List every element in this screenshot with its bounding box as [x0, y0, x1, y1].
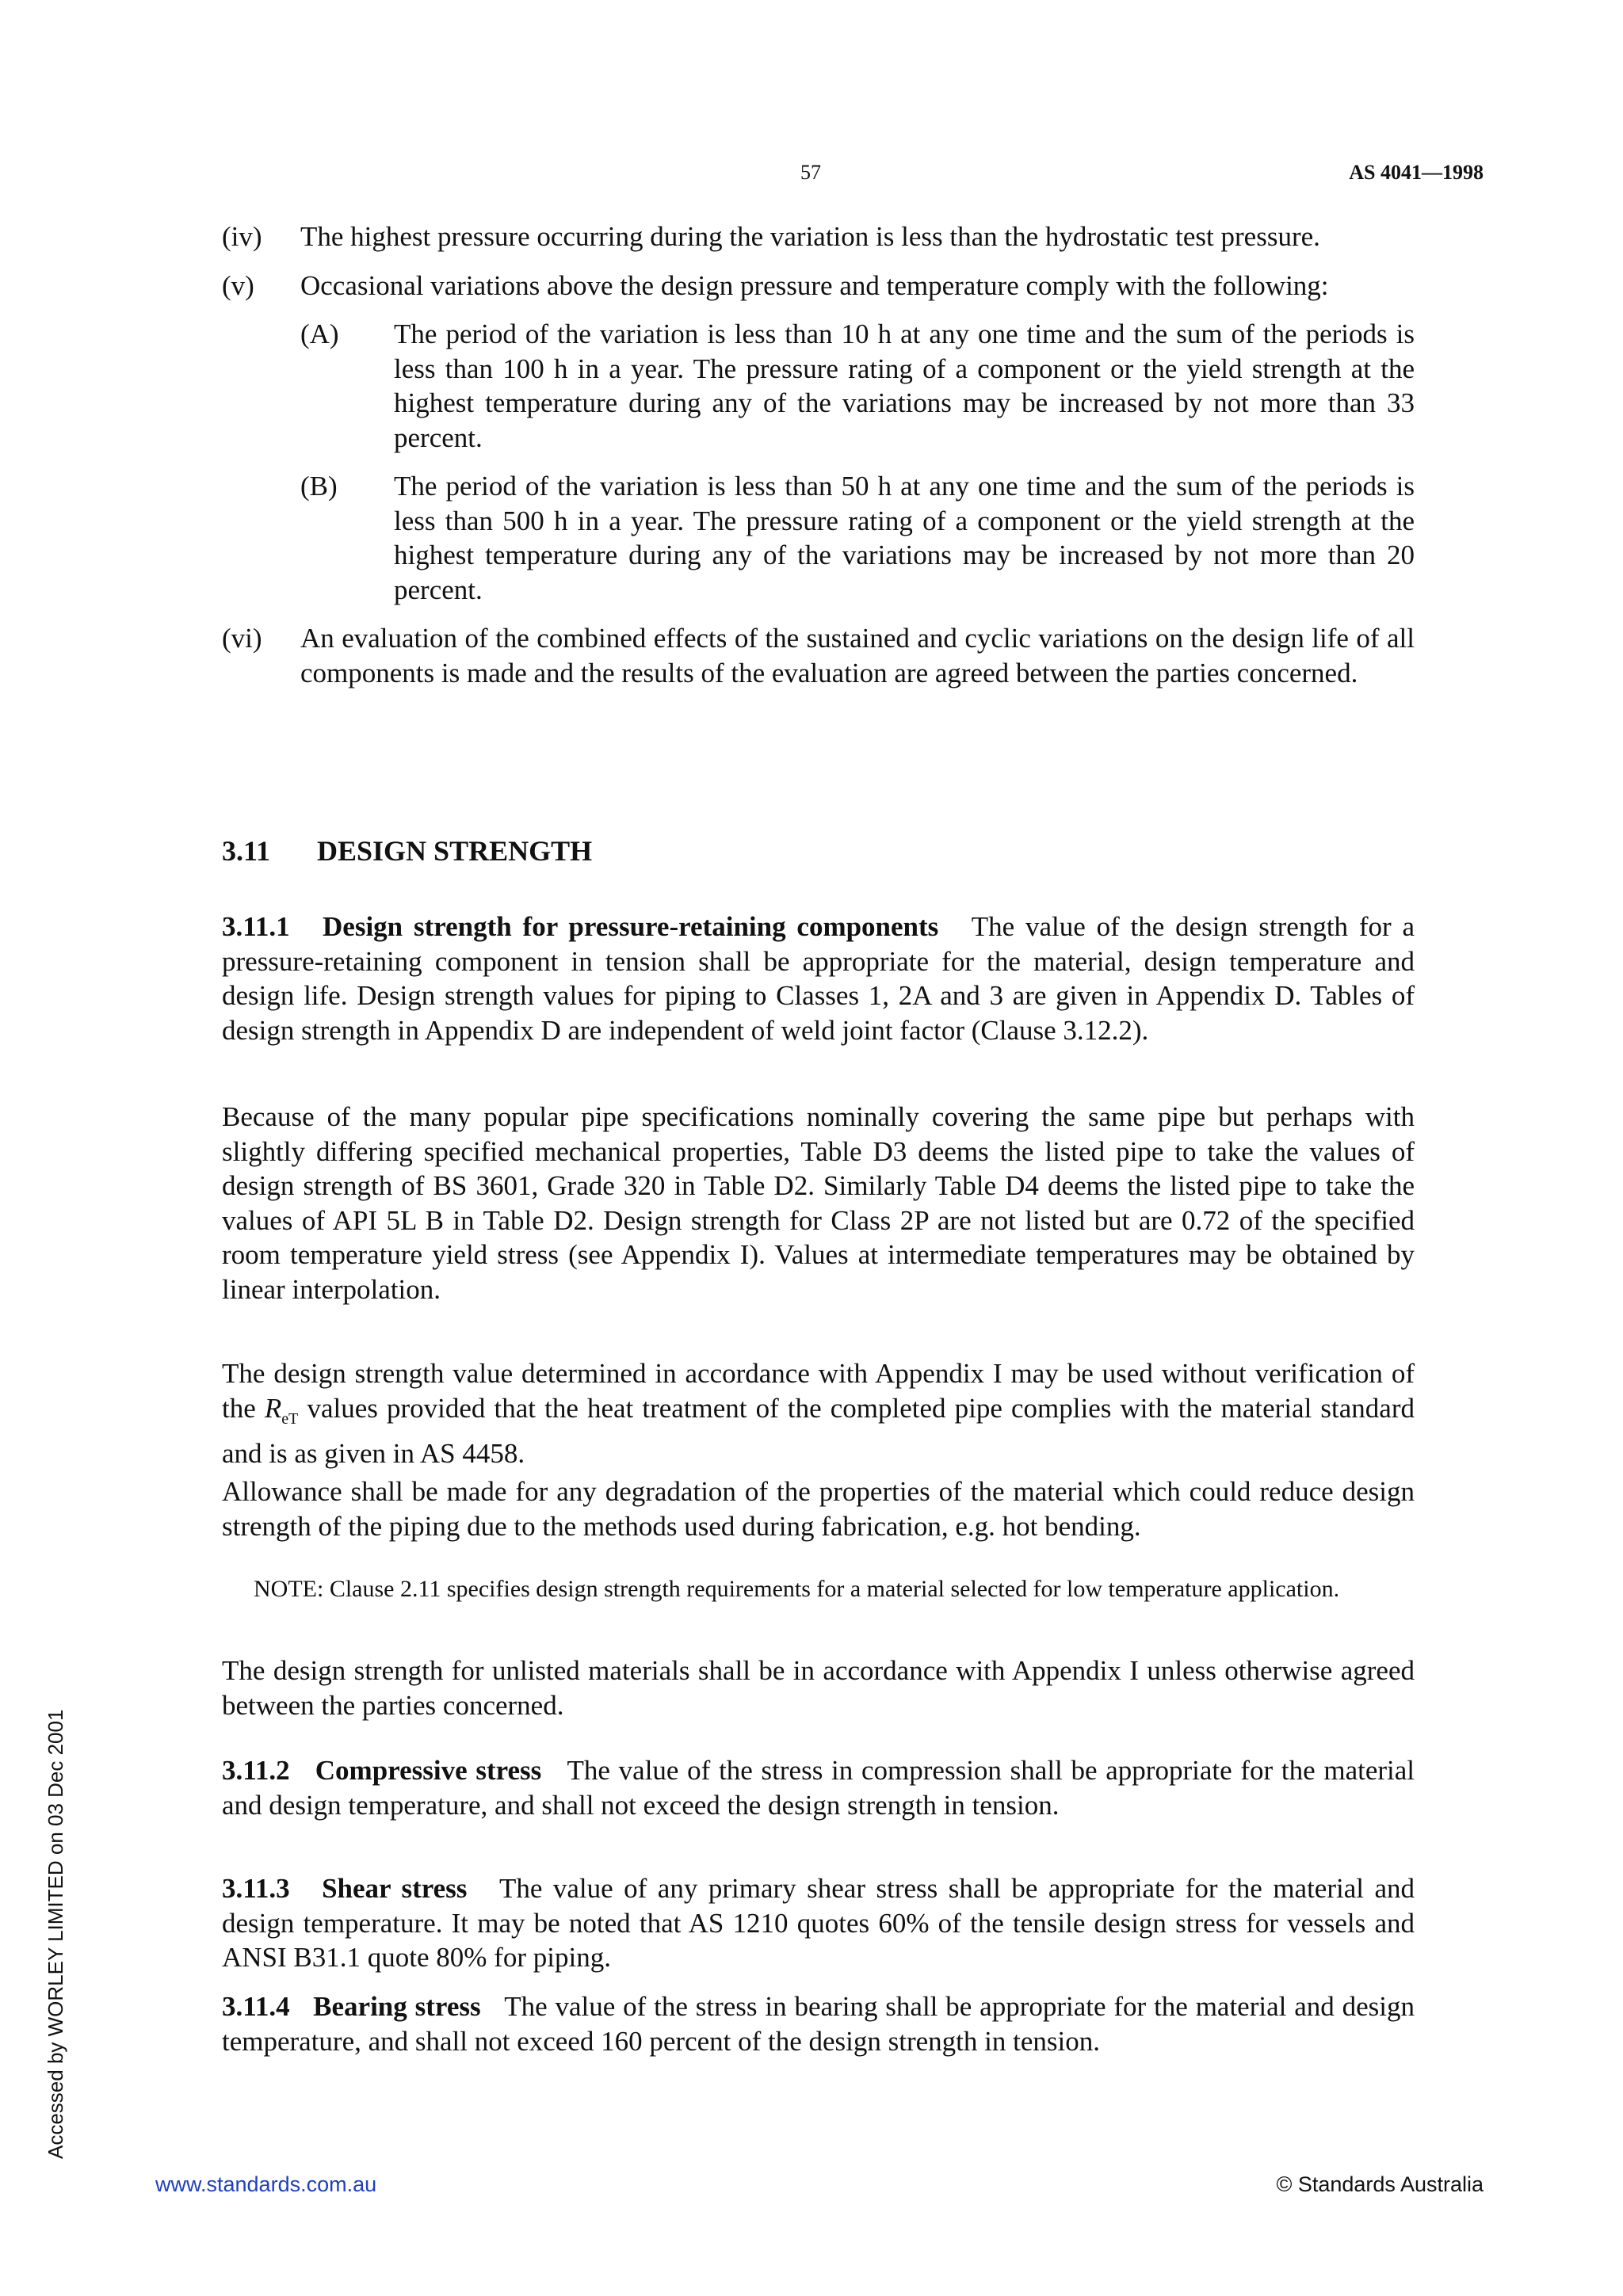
- clause-3-11-1: [222, 910, 1415, 1047]
- clause-3-11-2: [222, 1753, 1415, 1822]
- page-number: 57: [800, 161, 821, 184]
- sub-item-label: (A): [300, 318, 339, 349]
- sub-item-text: The period of the variation is less than 10 h at any one time and the sum of the periods is less than 100 h in a year. The pressure rating of a component or the yield strength at the highest temperature during any of the variations may be increased by not more than 33 percent.: [394, 318, 1415, 453]
- access-watermark: Accessed by WORLEY LIMITED on 03 Dec 2001: [44, 1709, 67, 2159]
- clause-title: Compressive stress: [315, 1755, 542, 1786]
- list-label: (v): [222, 269, 254, 301]
- clause-title: Bearing stress: [313, 1991, 481, 2022]
- list-item-iv: [222, 219, 1415, 254]
- list-label: (vi): [222, 623, 262, 654]
- standard-identifier: AS 4041—1998: [1349, 161, 1484, 184]
- clause-number: 3.11.4: [222, 1991, 290, 2022]
- list-item-v: [222, 269, 1415, 608]
- paragraph-allowance: Allowance shall be made for any degradation of the properties of the material which could reduce design strength of the piping due to the methods used during fabrication, e.g. hot bending.: [222, 1476, 1415, 1542]
- ret-symbol: [264, 1392, 299, 1428]
- symbol-r: R: [264, 1392, 282, 1424]
- sub-item-text: The period of the variation is less than 50 h at any one time and the sum of the periods is less than 500 h in a year. The pressure rating of a component or the yield strength at the highest temperature during any of the variations may be increased by not more than 20 percent.: [394, 471, 1415, 605]
- condition-list: [222, 219, 1415, 690]
- clause-text: The value of the design strength for a pressure-retaining component in tension shall be appropriate for the material, design temperature and design life. Design strength values for piping to Classes 1, 2A and 3 are given in Appendix D. Tables of design strength in Appendix D are independent of weld joint factor (Clause 3.12.2).: [222, 911, 1415, 1046]
- list-text: The highest pressure occurring during the variation is less than the hydrostatic test pressure.: [300, 221, 1320, 252]
- list-text: Occasional variations above the design pressure and temperature comply with the following:: [300, 269, 1329, 301]
- section-title: DESIGN STRENGTH: [317, 835, 593, 867]
- paragraph-text: values provided that the heat treatment of the completed pipe complies with the material standard and is as given in AS 4458.: [222, 1392, 1415, 1469]
- clause-3-11-4: [222, 1989, 1415, 2058]
- paragraph-unlisted-materials: The design strength for unlisted materials shall be in accordance with Appendix I unless otherwise agreed between the parties concerned.: [222, 1655, 1415, 1721]
- paragraph-appendix-i: [222, 1356, 1415, 1471]
- sub-item-b: [300, 469, 1415, 607]
- copyright-notice: © Standards Australia: [1276, 2172, 1484, 2196]
- sub-item-a: [300, 317, 1415, 455]
- paragraph-pipe-specifications: Because of the many popular pipe specifications nominally covering the same pipe but perhaps with slightly differing specified mechanical properties, Table D3 deems the listed pipe to take the values of design strength of BS 3601, Grade 320 in Table D2. Similarly Table D4 deems the listed pipe to take the values of API 5L B in Table D2. Design strength for Class 2P are not listed but are 0.72 of the specified room temperature yield stress (see Appendix I). Values at intermediate temperatures may be obtained by linear interpolation.: [222, 1101, 1415, 1305]
- section-number: 3.11: [222, 835, 271, 867]
- clause-text: The value of any primary shear stress shall be appropriate for the material and design temperature. It may be noted that AS 1210 quotes 60% of the tensile design stress for vessels and ANSI B31.1 quote 80% for piping.: [222, 1873, 1415, 1973]
- symbol-subscript: eT: [281, 1409, 299, 1428]
- list-item-vi: [222, 621, 1415, 690]
- clause-title: Shear stress: [322, 1873, 468, 1904]
- clause-text: The value of the stress in compression shall be appropriate for the material and design temperature, and shall not exceed the design strength in tension.: [222, 1755, 1415, 1821]
- clause-3-11-3: [222, 1871, 1415, 1975]
- clause-number: 3.11.3: [222, 1873, 290, 1904]
- paragraph-text: The design strength value determined in accordance with Appendix I may be used without verification of the: [222, 1358, 1415, 1424]
- standards-website-link[interactable]: www.standards.com.au: [155, 2172, 377, 2196]
- clause-text: The value of the stress in bearing shall be appropriate for the material and design temperature, and shall not exceed 160 percent of the design strength in tension.: [222, 1991, 1415, 2057]
- clause-number: 3.11.1: [222, 911, 290, 942]
- clause-number: 3.11.2: [222, 1755, 290, 1786]
- note: NOTE: Clause 2.11 specifies design strength requirements for a material selected for low temperature application.: [254, 1576, 1340, 1602]
- section-heading: [222, 834, 1415, 869]
- list-label: (iv): [222, 221, 262, 252]
- sub-item-label: (B): [300, 471, 338, 502]
- clause-title: Design strength for pressure-retaining components: [323, 911, 939, 942]
- list-text: An evaluation of the combined effects of the sustained and cyclic variations on the design life of all components is made and the results of the evaluation are agreed between the parties concerned.: [300, 623, 1415, 688]
